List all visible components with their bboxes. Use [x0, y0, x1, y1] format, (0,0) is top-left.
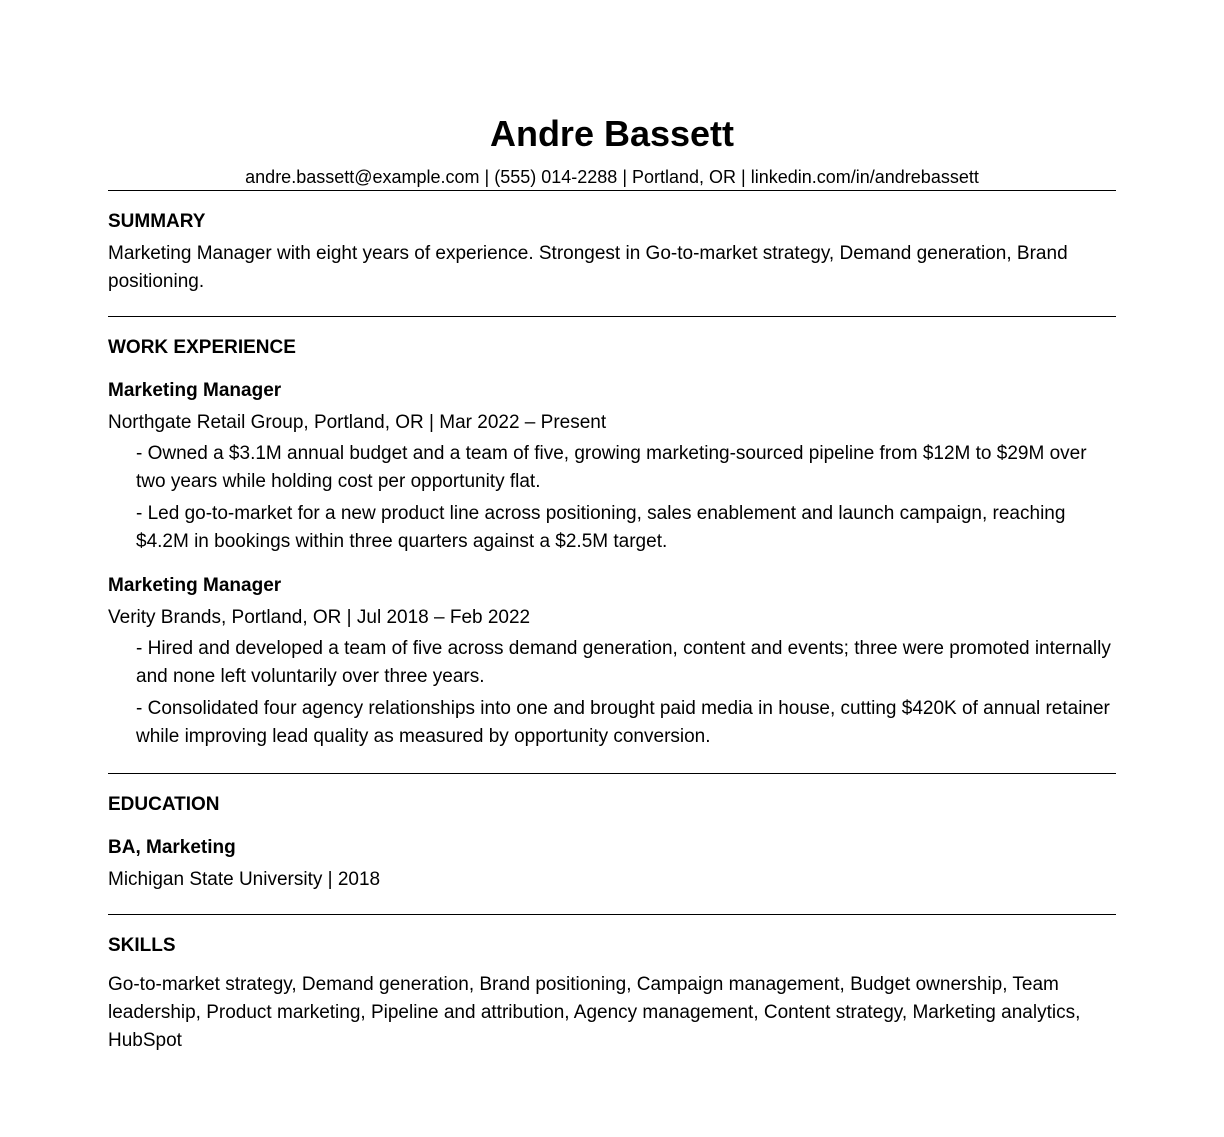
education-heading: EDUCATION [108, 794, 220, 815]
job-bullets [136, 635, 1116, 751]
candidate-name: Andre Bassett [489, 113, 735, 154]
summary-text: Marketing Manager with eight years of experience. Strongest in Go-to-market strategy, Demand generation, Brand positioning. [108, 243, 1068, 292]
contact-line: andre.bassett@example.com | (555) 014-2288 | Portland, OR | linkedin.com/in/andrebassett [245, 167, 979, 187]
education-meta: Michigan State University | 2018 [108, 869, 381, 890]
resume-content [108, 110, 1116, 1055]
job-entry [108, 572, 1116, 751]
job-title: Marketing Manager [108, 575, 282, 596]
job-entry [108, 377, 1116, 556]
experience-heading: WORK EXPERIENCE [108, 337, 296, 358]
experience-section [108, 317, 1116, 773]
education-degree: BA, Marketing [108, 837, 236, 858]
job-title: Marketing Manager [108, 380, 282, 401]
job-bullet: - Hired and developed a team of five across demand generation, content and events; three were promoted internally and none left voluntarily over three years. [136, 638, 1111, 687]
job-bullet: - Consolidated four agency relationships into one and brought paid media in house, cutting $420K of annual retainer while improving lead quality as measured by opportunity conversion. [136, 698, 1110, 747]
job-meta: Verity Brands, Portland, OR | Jul 2018 – Feb 2022 [108, 607, 531, 628]
skills-text: Go-to-market strategy, Demand generation, Brand positioning, Campaign management, Budget ownership, Team leadership, Product marketing, Pipeline and attribution, Agency management, Content strategy, Marketing analytics, HubSpot [108, 974, 1081, 1051]
job-meta: Northgate Retail Group, Portland, OR | Mar 2022 – Present [108, 412, 607, 433]
job-bullet: - Owned a $3.1M annual budget and a team of five, growing marketing-sourced pipeline from $12M to $29M over two years while holding cost per opportunity flat. [136, 443, 1087, 492]
summary-heading: SUMMARY [108, 211, 206, 232]
summary-section [108, 191, 1116, 316]
job-bullet: - Led go-to-market for a new product line across positioning, sales enablement and launch campaign, reaching $4.2M in bookings within three quarters against a $2.5M target. [136, 503, 1066, 552]
skills-section [108, 915, 1116, 1055]
skills-heading: SKILLS [108, 935, 176, 956]
job-bullets [136, 440, 1116, 556]
education-section [108, 774, 1116, 914]
